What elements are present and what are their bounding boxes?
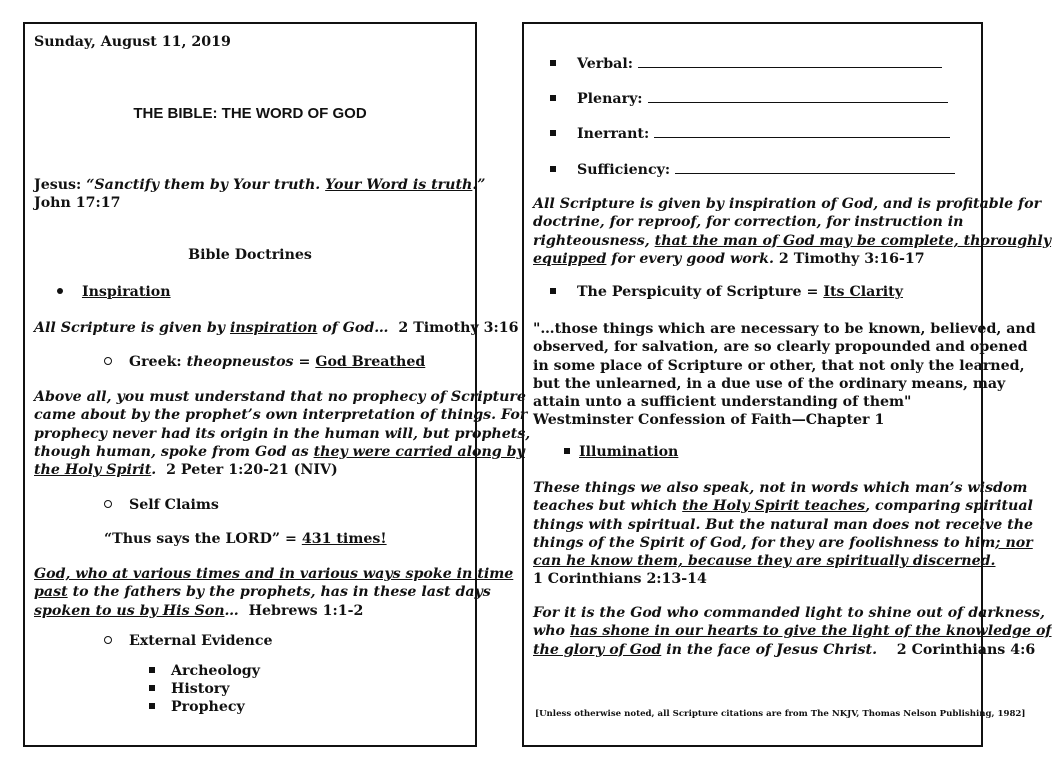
timothy-quote: All Scripture is given by inspiration of God, and is profitable for doctrine, for reproof, for correction, for instruction in righteousness, that the man of God may be complete, thoroughly equipped for every good work. 2 Timothy 3:16-17 [533, 196, 1052, 267]
square-bullet-icon [564, 448, 570, 454]
term-sufficiency: Sufficiency: [550, 160, 955, 178]
corinthians-quote-2: For it is the God who commanded light to shine out of darkness, who has shone in our hearts to give the light of the knowledge of the glory of God in the face of Jesus Christ. 2 Corinthians 4:6 [533, 605, 1052, 658]
list-item: Archeology [149, 662, 260, 680]
square-bullet-icon [550, 130, 556, 136]
square-bullet-icon [149, 667, 155, 673]
footnote: [Unless otherwise noted, all Scripture citations are from The NKJV, Thomas Nelson Publishing, 1982] [535, 709, 1026, 719]
hebrews-quote: God, who at various times and in various ways spoke in time past to the fathers by the prophets, has in these last days spoken to us by His Son… Hebrews 1:1-2 [34, 566, 514, 619]
section-heading: Bible Doctrines [188, 247, 312, 263]
corinthians-quote-1: These things we also speak, not in words which man’s wisdom teaches but which the Holy Spirit teaches, comparing spiritual things with spiritual. But the natural man does not receive the things of the Spirit of God, for they are foolishness to him; nor can he know them, because they are spiritually discerned. 1 Corinthians 2:13-14 [533, 480, 1034, 588]
left-page [23, 22, 531, 747]
inspiration-verse: All Scripture is given by inspiration of God… 2 Timothy 3:16 [34, 320, 519, 336]
perspicuity-heading: The Perspicuity of Scripture = Its Clarity [550, 284, 903, 300]
date-line: Sunday, August 11, 2019 [34, 34, 231, 50]
illumination-heading: Illumination [564, 444, 678, 460]
term-inerrant: Inerrant: [550, 124, 950, 142]
square-bullet-icon [550, 288, 556, 294]
westminster-quote: "…those things which are necessary to be known, believed, and observed, for salvation, are so clearly propounded and opened in some place of Scripture or other, that not only the learned, but the unlearned, in a due use of the ordinary means, may attain unto a sufficient understanding of them" Westminster Confession of Faith—Chapter 1 [533, 321, 1036, 429]
key-verse-ref: John 17:17 [34, 195, 121, 211]
peter-quote: Above all, you must understand that no prophecy of Scripture came about by the prophet’s own interpretation of things. For prophecy never had its origin in the human will, but prophets, though human, spoke from God as they were carried along by the Holy Spirit. 2 Peter 1:20-21 (NIV) [34, 389, 531, 479]
square-bullet-icon [149, 685, 155, 691]
key-verse: Jesus: “Sanctify them by Your truth. Your Word is truth.” [34, 177, 486, 193]
greek-definition: Greek: theopneustos = God Breathed [104, 354, 425, 370]
self-claims: Self Claims [104, 497, 219, 513]
external-evidence: External Evidence [104, 633, 273, 649]
term-plenary: Plenary: [550, 89, 948, 107]
square-bullet-icon [149, 703, 155, 709]
list-item: Prophecy [149, 698, 260, 716]
evidence-list [149, 662, 260, 716]
thus-says-line: “Thus says the LORD” = 431 times! [104, 531, 387, 547]
bullet-icon [57, 288, 63, 294]
right-page [522, 22, 1052, 747]
inspiration-heading: Inspiration [57, 284, 171, 300]
square-bullet-icon [550, 95, 556, 101]
list-item: History [149, 680, 260, 698]
circle-bullet-icon [104, 357, 112, 365]
circle-bullet-icon [104, 636, 112, 644]
term-verbal: Verbal: [550, 54, 942, 72]
square-bullet-icon [550, 60, 556, 66]
square-bullet-icon [550, 166, 556, 172]
page-title: THE BIBLE: THE WORD OF GOD [133, 105, 367, 122]
circle-bullet-icon [104, 500, 112, 508]
